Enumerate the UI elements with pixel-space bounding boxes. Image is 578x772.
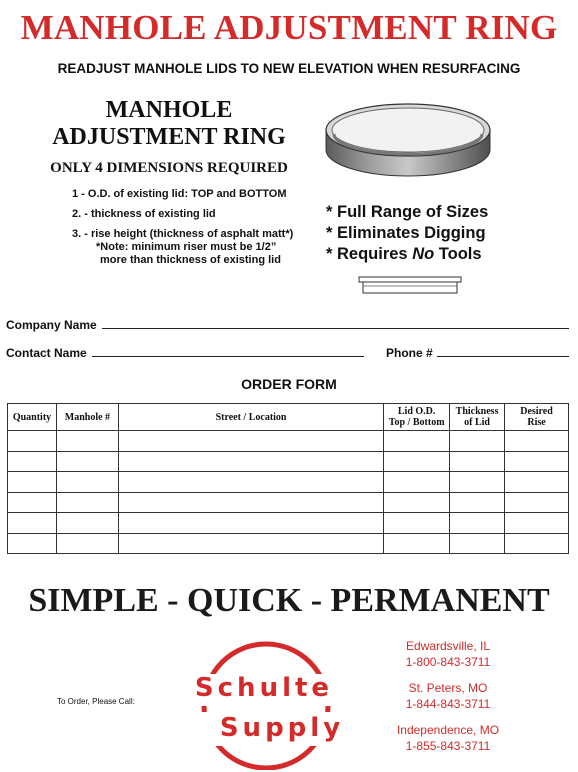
location-city: Independence, MO [396,723,500,737]
location-city: St. Peters, MO [408,681,488,695]
page-title: MANHOLE ADJUSTMENT RING [20,8,558,47]
dimension-steps [72,187,293,274]
table-row [8,451,569,472]
feature-tools [326,244,488,265]
table-cell[interactable] [384,533,450,554]
column-thickness [450,404,505,431]
table-cell[interactable] [118,492,383,513]
table-cell[interactable] [8,513,57,534]
table-cell[interactable] [505,451,569,472]
table-cell[interactable] [450,513,505,534]
table-row [8,472,569,493]
table-cell[interactable] [56,492,118,513]
table-row [8,492,569,513]
step-note-line1: *Note: minimum riser must be 1/2” [96,241,277,253]
slogan: SIMPLE - QUICK - PERMANENT [28,582,550,619]
product-name-line1: MANHOLE [105,97,233,123]
feature-sizes: * Full Range of Sizes [326,203,489,221]
feature-tools-emphasis: No [412,245,435,263]
step-1: 1 - O.D. of existing lid: TOP and BOTTOM [72,188,287,200]
company-name-field[interactable] [102,328,569,329]
feature-tools-prefix: * Requires [326,245,413,263]
logo-word-schulte: Schulte [194,673,334,703]
location-list [383,638,513,754]
phone-label: Phone # [386,346,433,360]
table-cell[interactable] [384,472,450,493]
product-name-line2: ADJUSTMENT RING [52,124,286,150]
column-street-location [118,404,383,431]
table-cell[interactable] [8,472,57,493]
table-cell[interactable] [505,533,569,554]
table-cell[interactable] [56,451,118,472]
table-header-row [8,404,569,431]
feature-tools-suffix: Tools [434,245,482,263]
table-row [8,431,569,452]
location-city: Edwardsville, IL [405,639,491,653]
column-quantity-label: Quantity [12,411,52,423]
table-cell[interactable] [505,431,569,452]
column-lid-od [384,404,450,431]
table-cell[interactable] [56,472,118,493]
logo-word-supply: Supply [219,713,345,743]
column-rise-label: Desired Rise [520,406,553,428]
table-cell[interactable] [505,472,569,493]
location-phone: 1-800-843-3711 [405,655,491,669]
step-3: 3. - rise height (thickness of asphalt matt*) [72,228,294,240]
step-2: 2. - thickness of existing lid [72,208,216,220]
table-cell[interactable] [450,431,505,452]
table-cell[interactable] [505,513,569,534]
table-cell[interactable] [8,533,57,554]
schulte-supply-logo [180,640,360,770]
column-quantity [8,404,57,431]
column-thickness-label: Thickness of Lid [455,406,499,428]
table-cell[interactable] [8,431,57,452]
table-cell[interactable] [56,513,118,534]
feature-digging: * Eliminates Digging [326,224,486,242]
table-cell[interactable] [450,451,505,472]
table-cell[interactable] [505,492,569,513]
product-name [40,97,298,151]
column-lid-od-label: Lid O.D. Top / Bottom [388,406,445,428]
order-table [7,403,569,554]
page-subtitle: READJUST MANHOLE LIDS TO NEW ELEVATION WHEN RESURFACING [57,61,521,76]
table-cell[interactable] [8,451,57,472]
contact-name-field[interactable] [92,356,364,357]
ring-photo-image [322,98,494,180]
column-manhole [56,404,118,431]
table-cell[interactable] [384,451,450,472]
table-cell[interactable] [450,533,505,554]
table-cell[interactable] [450,492,505,513]
table-cell[interactable] [118,533,383,554]
table-cell[interactable] [118,472,383,493]
table-cell[interactable] [56,431,118,452]
table-cell[interactable] [384,492,450,513]
column-manhole-label: Manhole # [64,411,111,423]
table-row [8,513,569,534]
table-cell[interactable] [118,451,383,472]
location-phone: 1-844-843-3711 [405,697,491,711]
table-row [8,533,569,554]
contact-name-label: Contact Name [6,346,87,360]
table-cell[interactable] [56,533,118,554]
column-street-label: Street / Location [215,411,287,423]
order-form-title: ORDER FORM [241,376,337,392]
location-phone: 1-855-843-3711 [405,739,491,753]
table-cell[interactable] [384,431,450,452]
phone-field[interactable] [437,356,569,357]
step-note-line2: more than thickness of existing lid [100,254,281,266]
table-cell[interactable] [118,513,383,534]
feature-list [326,202,488,265]
table-cell[interactable] [118,431,383,452]
table-cell[interactable] [450,472,505,493]
order-call-label: To Order, Please Call: [57,697,135,706]
table-cell[interactable] [384,513,450,534]
column-desired-rise [505,404,569,431]
dimensions-heading: ONLY 4 DIMENSIONS REQUIRED [50,160,288,176]
table-cell[interactable] [8,492,57,513]
ring-profile-icon [358,274,462,296]
company-name-label: Company Name [6,318,97,332]
